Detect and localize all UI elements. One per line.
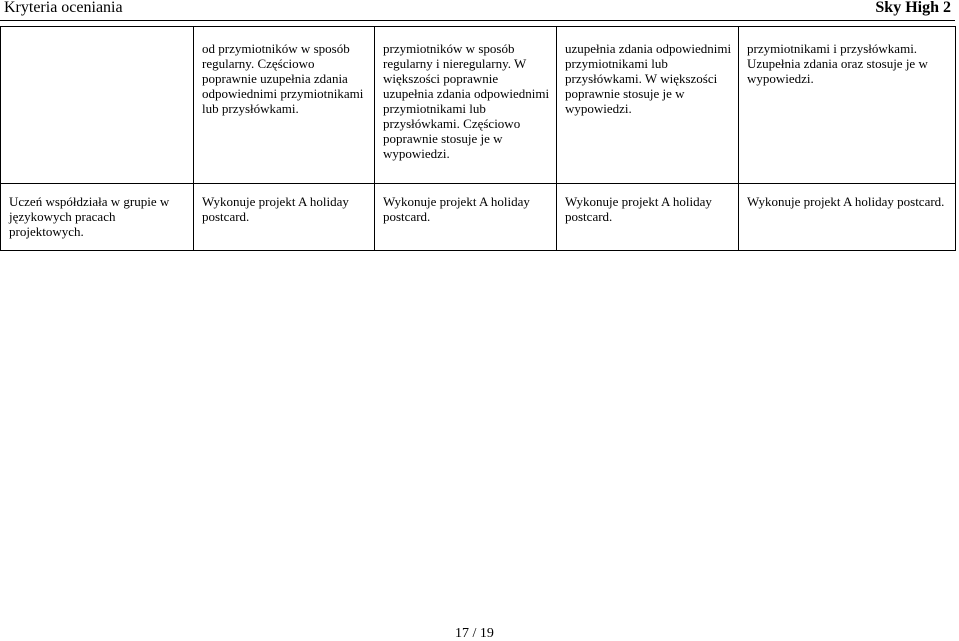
page-footer bbox=[0, 626, 959, 641]
table-cell: Wykonuje projekt A holiday postcard. bbox=[194, 184, 375, 251]
table-cell: Wykonuje projekt A holiday postcard. bbox=[375, 184, 557, 251]
table-cell: Uczeń współdziała w grupie w językowych pracach projektowych. bbox=[1, 184, 194, 251]
table-cell: Wykonuje projekt A holiday postcard. bbox=[739, 184, 956, 251]
criteria-table bbox=[0, 26, 956, 251]
table-cell: przymiotnikami i przysłówkami. Uzupełnia zdania oraz stosuje je w wypowiedzi. bbox=[739, 27, 956, 184]
document-title: Kryteria oceniania bbox=[4, 0, 123, 16]
page-header bbox=[0, 0, 955, 21]
table-cell: od przymiotników w sposób regularny. Częściowo poprawnie uzupełnia zdania odpowiednimi przymiotnikami lub przysłówkami. bbox=[194, 27, 375, 184]
table-cell: Wykonuje projekt A holiday postcard. bbox=[557, 184, 739, 251]
table-row bbox=[1, 27, 956, 184]
table-cell: przymiotników w sposób regularny i nieregularny. W większości poprawnie uzupełnia zdania odpowiednimi przymiotnikami lub przysłówkami. Częściowo poprawnie stosuje je w wypowiedzi. bbox=[375, 27, 557, 184]
table-row bbox=[1, 184, 956, 251]
table-cell bbox=[1, 27, 194, 184]
table-cell: uzupełnia zdania odpowiednimi przymiotnikami lub przysłówkami. W większości poprawnie stosuje je w wypowiedzi. bbox=[557, 27, 739, 184]
page-number: 17 / 19 bbox=[455, 626, 494, 641]
book-title: Sky High 2 bbox=[875, 0, 951, 16]
